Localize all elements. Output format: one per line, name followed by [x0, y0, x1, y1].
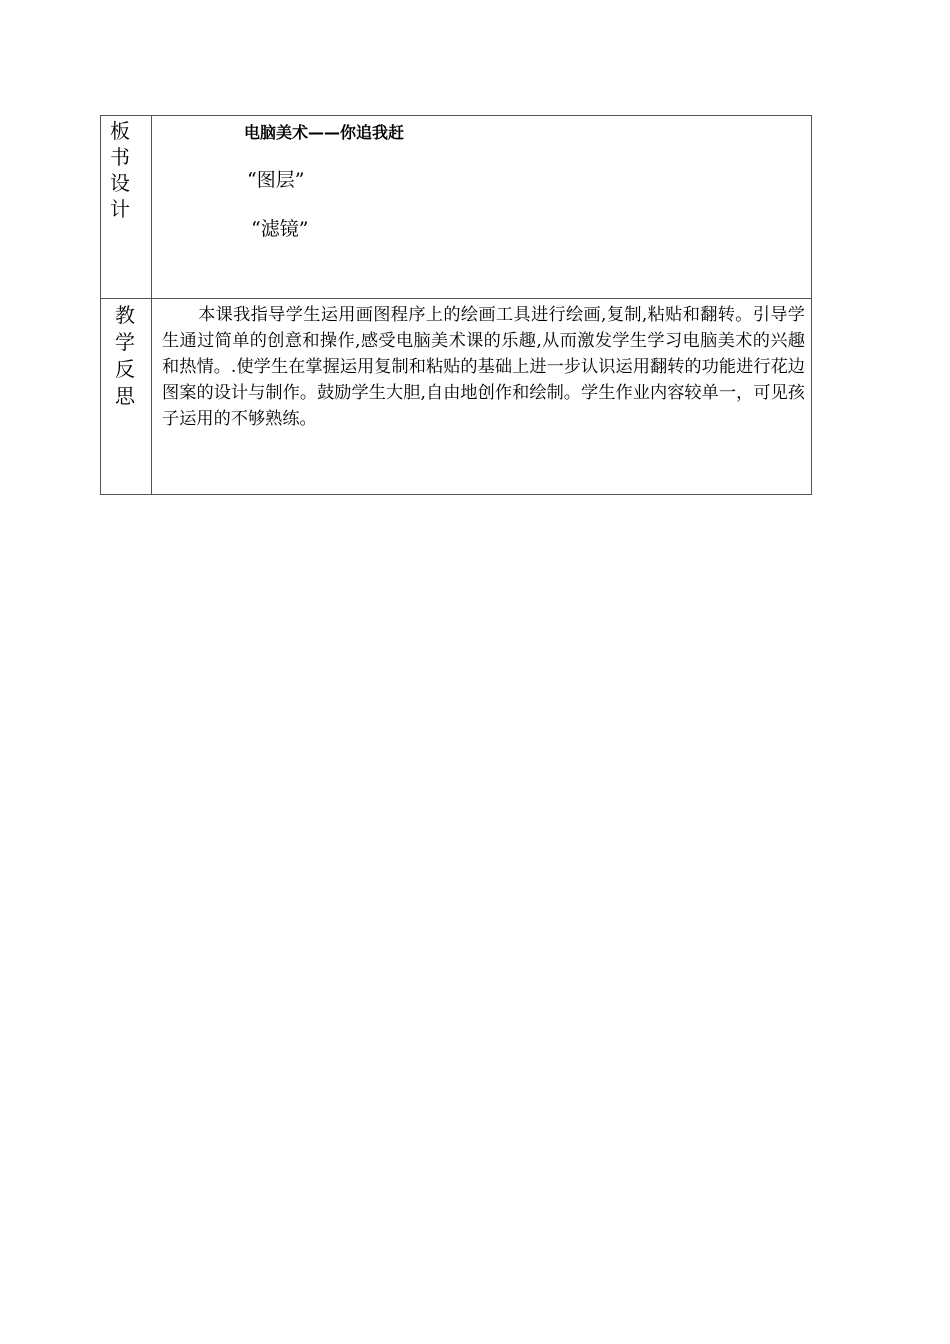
teaching-reflection-content-cell — [152, 299, 812, 495]
board-item-filters: “滤镜” — [251, 218, 309, 240]
board-item-layers: “图层” — [247, 169, 305, 191]
lesson-table — [100, 115, 812, 495]
teaching-reflection-text: 本课我指导学生运用画图程序上的绘画工具进行绘画,复制,粘贴和翻转。引导学生通过简单的创意和操作,感受电脑美术课的乐趣,从而激发学生学习电脑美术的兴趣和热情。.使学生在掌握运用复制和粘贴的基础上进一步认识运用翻转的功能进行花边图案的设计与制作。鼓励学生大胆,自由地创作和绘制。学生作业内容较单一，可见孩子运用的不够熟练。 — [162, 305, 805, 429]
teaching-reflection-label: 教学反思 — [115, 303, 135, 408]
board-design-content-cell — [152, 116, 812, 299]
board-design-row — [101, 116, 812, 299]
board-title: 电脑美术——你追我赶 — [244, 123, 405, 142]
teaching-reflection-label-cell — [101, 299, 152, 495]
board-design-label: 板书设计 — [110, 119, 130, 221]
board-design-label-cell — [101, 116, 152, 299]
teaching-reflection-row — [101, 299, 812, 495]
